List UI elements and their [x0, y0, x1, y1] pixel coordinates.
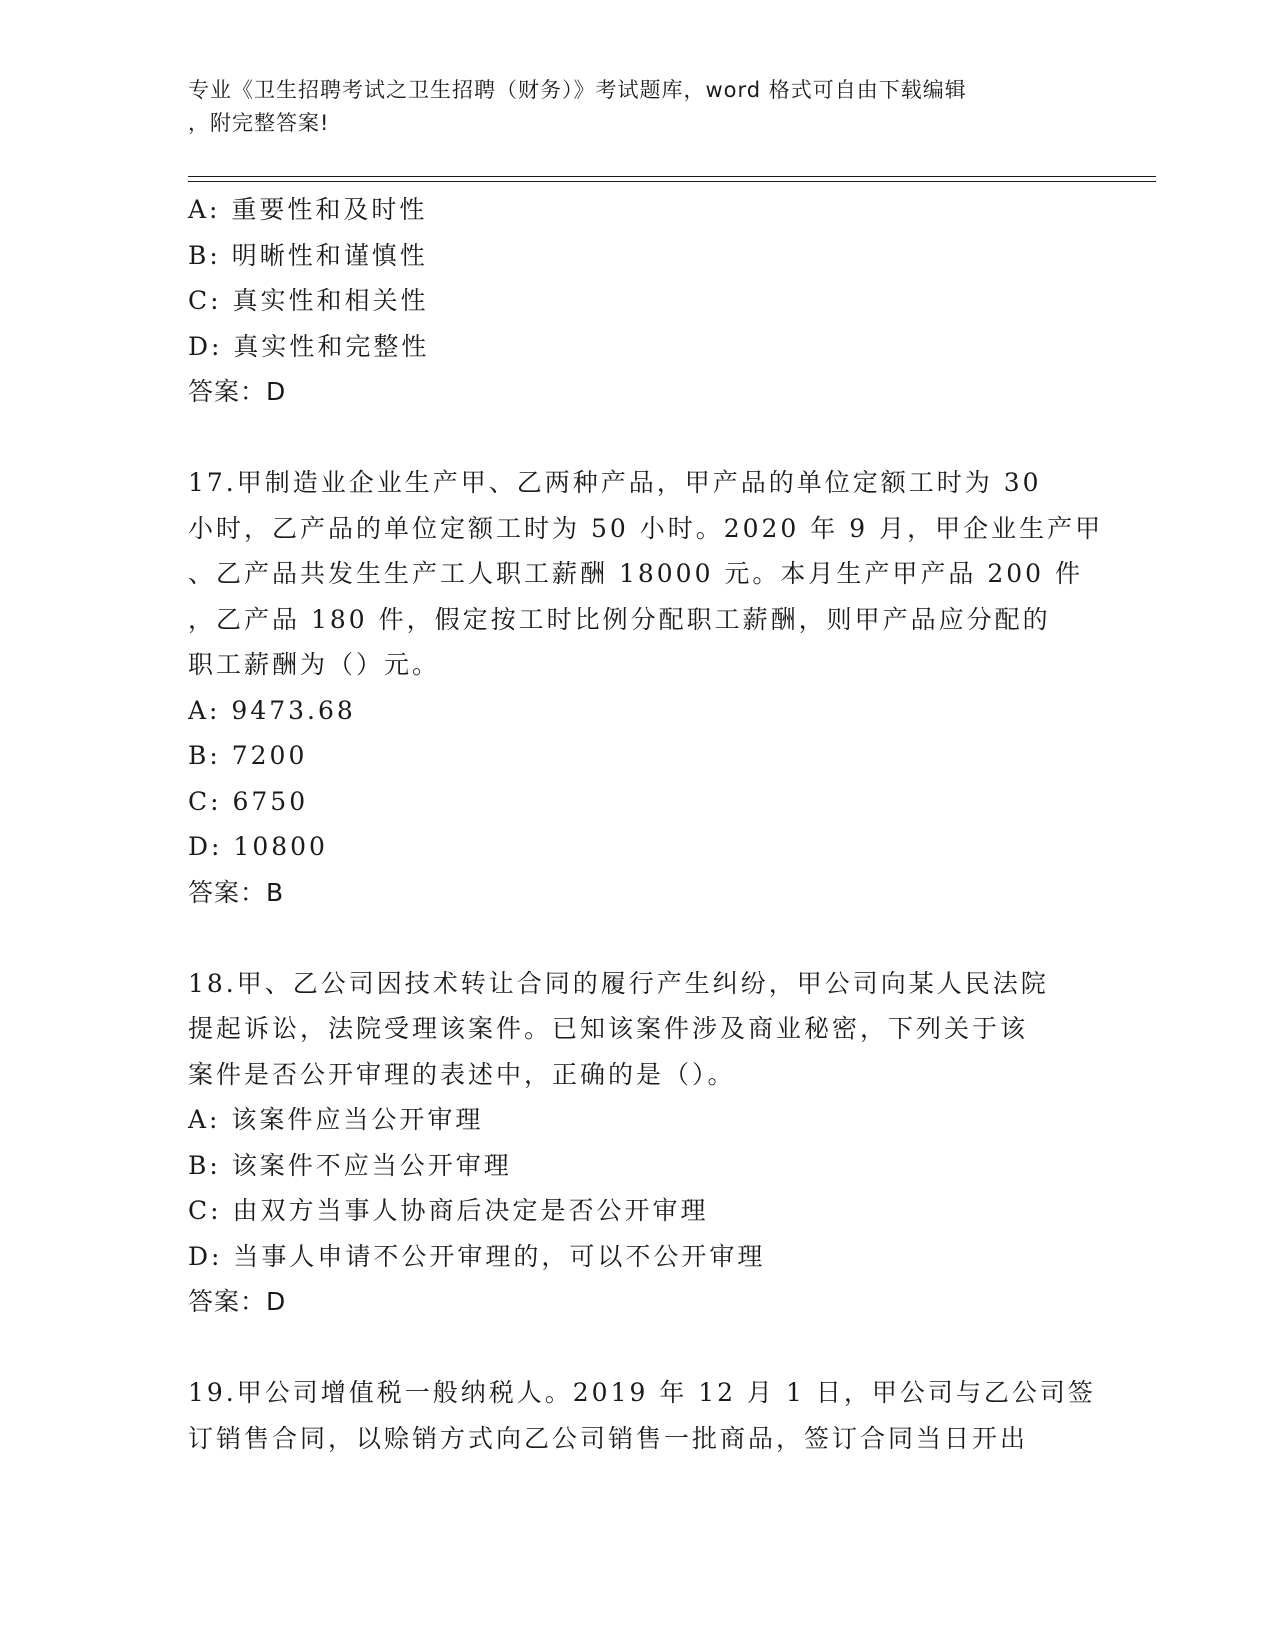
question-18	[188, 961, 1088, 1325]
question-stem-line: 17.甲制造业企业生产甲、乙两种产品，甲产品的单位定额工时为 30	[188, 468, 1042, 497]
option-d: D: 当事人申请不公开审理的，可以不公开审理	[188, 1241, 766, 1271]
question-stem-line: 、乙产品共发生生产工人职工薪酬 18000 元。本月生产甲产品 200 件	[188, 559, 1084, 588]
option-c: C: 由双方当事人协商后决定是否公开审理	[188, 1196, 709, 1225]
header-line-1: 专业《卫生招聘考试之卫生招聘（财务）》考试题库，word 格式可自由下载编辑	[188, 78, 967, 102]
option-b: B: 该案件不应当公开审理	[188, 1150, 512, 1180]
question-stem-line: 职工薪酬为（）元。	[188, 650, 441, 679]
question-stem-line: 小时，乙产品的单位定额工时为 50 小时。2020 年 9 月，甲企业生产甲	[188, 513, 1104, 543]
option-d: D: 真实性和完整性	[188, 331, 430, 361]
answer-line: 答案：D	[188, 1287, 287, 1316]
question-stem-line: ，乙产品 180 件，假定按工时比例分配职工薪酬，则甲产品应分配的	[188, 604, 1051, 634]
option-a: A: 该案件应当公开审理	[188, 1105, 484, 1134]
header-rule-top	[188, 176, 1156, 177]
question-stem-line: 案件是否公开审理的表述中，正确的是（）。	[188, 1059, 736, 1089]
question-19	[188, 1370, 1096, 1461]
question-stem-line: 订销售合同，以赊销方式向乙公司销售一批商品，签订合同当日开出	[188, 1423, 1029, 1453]
option-b: B: 7200	[188, 741, 308, 770]
option-c: C: 6750	[188, 786, 309, 816]
header-line-2: ，附完整答案!	[188, 111, 330, 135]
option-a: A: 重要性和及时性	[188, 195, 428, 224]
question-16	[188, 187, 1088, 415]
question-stem-line: 18.甲、乙公司因技术转让合同的履行产生纠纷，甲公司向某人民法院	[188, 968, 1049, 998]
question-stem-line: 19.甲公司增值税一般纳税人。2019 年 12 月 1 日，甲公司与乙公司签	[188, 1378, 1096, 1407]
option-c: C: 真实性和相关性	[188, 286, 429, 315]
header-rule-bottom	[188, 181, 1156, 182]
option-d: D: 10800	[188, 832, 328, 861]
document-header	[188, 74, 1088, 140]
question-stem-line: 提起诉讼，法院受理该案件。已知该案件涉及商业秘密，下列关于该	[188, 1014, 1029, 1043]
option-b: B: 明晰性和谨慎性	[188, 240, 428, 270]
option-a: A: 9473.68	[188, 695, 356, 725]
question-17	[188, 460, 1104, 915]
question-content	[188, 187, 1104, 1461]
answer-line: 答案：D	[188, 377, 287, 406]
answer-line: 答案：B	[188, 877, 285, 907]
